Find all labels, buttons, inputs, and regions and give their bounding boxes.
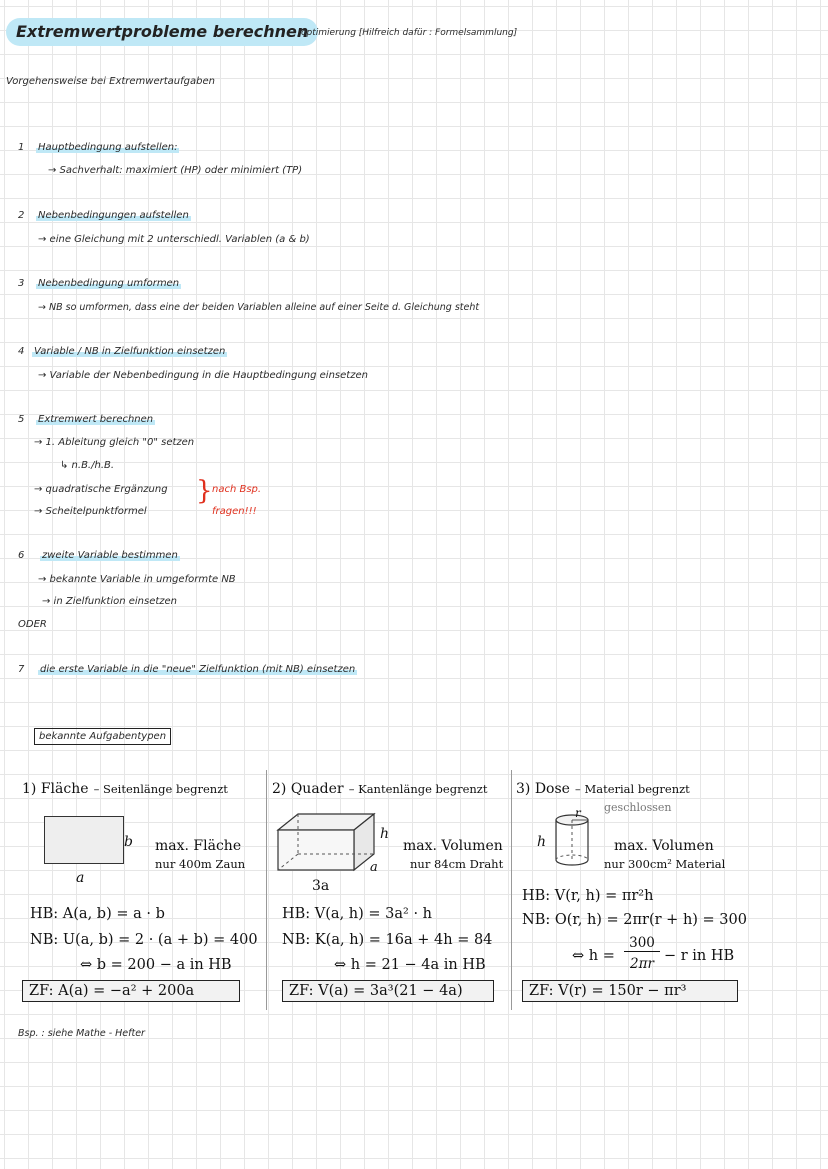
- step-4-number: 4: [18, 346, 25, 357]
- step-5-detail-1: → 1. Ableitung gleich "0" setzen: [34, 437, 195, 448]
- type-2-label-3a: 3a: [312, 878, 330, 894]
- type-1-label-a: a: [76, 870, 85, 886]
- type-3-zf: ZF: V(r) = 150r − πr³: [522, 980, 738, 1002]
- type-3-solve-suffix: − r in HB: [664, 948, 735, 964]
- type-2-title: 2) Quader – Kantenlänge begrenzt: [272, 781, 488, 797]
- step-1-number: 1: [18, 142, 25, 153]
- step-7-number: 7: [18, 664, 25, 675]
- type-1-label-b: b: [124, 834, 133, 850]
- oder-label: ODER: [18, 619, 47, 630]
- type-3-goal: max. Volumen: [614, 838, 714, 854]
- step-2-detail: → eine Gleichung mit 2 unterschiedl. Variablen (a & b): [38, 234, 310, 245]
- page-title: Extremwertprobleme berechnen: [6, 18, 318, 46]
- step-4-detail: → Variable der Nebenbedingung in die Hauptbedingung einsetzen: [38, 370, 368, 381]
- type-2-hb: HB: V(a, h) = 3a² · h: [282, 906, 432, 922]
- type-2-label-h: h: [380, 826, 390, 842]
- footer-note: Bsp. : siehe Mathe - Hefter: [18, 1028, 145, 1039]
- rectangle-figure: [44, 816, 124, 864]
- type-1-zf: ZF: A(a) = −a² + 200a: [22, 980, 240, 1002]
- step-1-detail: → Sachverhalt: maximiert (HP) oder minimiert (TP): [48, 165, 303, 176]
- type-2-zf: ZF: V(a) = 3a³(21 − 4a): [282, 980, 494, 1002]
- type-1-goal: max. Fläche: [155, 838, 242, 854]
- step-2-heading: Nebenbedingungen aufstellen: [38, 210, 189, 221]
- type-2-limit: nur 84cm Draht: [410, 857, 504, 871]
- type-3-label-h: h: [537, 834, 547, 850]
- type-3-hb: HB: V(r, h) = πr²h: [522, 888, 654, 904]
- type-3-nb: NB: O(r, h) = 2πr(r + h) = 300: [522, 912, 747, 928]
- step-5-detail-4: → Scheitelpunktformel: [34, 506, 147, 517]
- cylinder-figure: [552, 810, 592, 870]
- step-7-heading: die erste Variable in die "neue" Zielfunktion (mit NB) einsetzen: [40, 664, 356, 675]
- step-6-heading: zweite Variable bestimmen: [42, 550, 178, 561]
- type-1-hb: HB: A(a, b) = a · b: [30, 906, 165, 922]
- type-3-solve-prefix: ⇔ h =: [572, 948, 615, 964]
- step-5-note-2: fragen!!!: [212, 506, 257, 517]
- type-3-solve-numerator: 300: [624, 935, 660, 952]
- curly-brace-icon: }: [196, 476, 213, 506]
- step-6-detail-1: → bekannte Variable in umgeformte NB: [38, 574, 236, 585]
- step-4-heading: Variable / NB in Zielfunktion einsetzen: [34, 346, 226, 357]
- step-2-number: 2: [18, 210, 25, 221]
- column-divider: [511, 770, 512, 1010]
- type-1-title: 1) Fläche – Seitenlänge begrenzt: [22, 781, 228, 797]
- step-6-detail-2: → in Zielfunktion einsetzen: [42, 596, 178, 607]
- type-1-solve: ⇔ b = 200 − a in HB: [80, 957, 232, 973]
- step-1-heading: Hauptbedingung aufstellen:: [38, 142, 178, 153]
- step-5-detail-3: → quadratische Ergänzung: [34, 484, 168, 495]
- type-2-solve: ⇔ h = 21 − 4a in HB: [334, 957, 486, 973]
- type-3-limit: nur 300cm² Material: [604, 857, 726, 871]
- type-3-label-r: r: [575, 806, 581, 820]
- step-3-detail: → NB so umformen, dass eine der beiden Variablen alleine auf einer Seite d. Gleichung steht: [38, 302, 480, 313]
- type-2-label-a: a: [370, 860, 378, 875]
- step-3-number: 3: [18, 278, 25, 289]
- step-5-note-1: nach Bsp.: [212, 484, 262, 495]
- type-1-nb: NB: U(a, b) = 2 · (a + b) = 400: [30, 932, 258, 948]
- type-1-limit: nur 400m Zaun: [155, 857, 246, 871]
- cuboid-figure: [274, 810, 384, 876]
- type-2-nb: NB: K(a, h) = 16a + 4h = 84: [282, 932, 493, 948]
- step-5-detail-2: ↳ n.B./h.B.: [60, 460, 115, 471]
- type-3-note: geschlossen: [604, 801, 672, 814]
- column-divider: [266, 770, 267, 1010]
- step-6-number: 6: [18, 550, 25, 561]
- type-3-solve-denominator: 2πr: [630, 956, 654, 972]
- intro-heading: Vorgehensweise bei Extremwertaufgaben: [6, 76, 215, 87]
- known-types-label: bekannte Aufgabentypen: [34, 728, 171, 745]
- type-2-goal: max. Volumen: [403, 838, 503, 854]
- step-3-heading: Nebenbedingung umformen: [38, 278, 180, 289]
- type-3-title: 3) Dose – Material begrenzt: [516, 781, 690, 797]
- step-5-heading: Extremwert berechnen: [38, 414, 154, 425]
- step-5-number: 5: [18, 414, 25, 425]
- page-subtitle: /optimierung [Hilfreich dafür : Formelsammlung]: [298, 28, 518, 38]
